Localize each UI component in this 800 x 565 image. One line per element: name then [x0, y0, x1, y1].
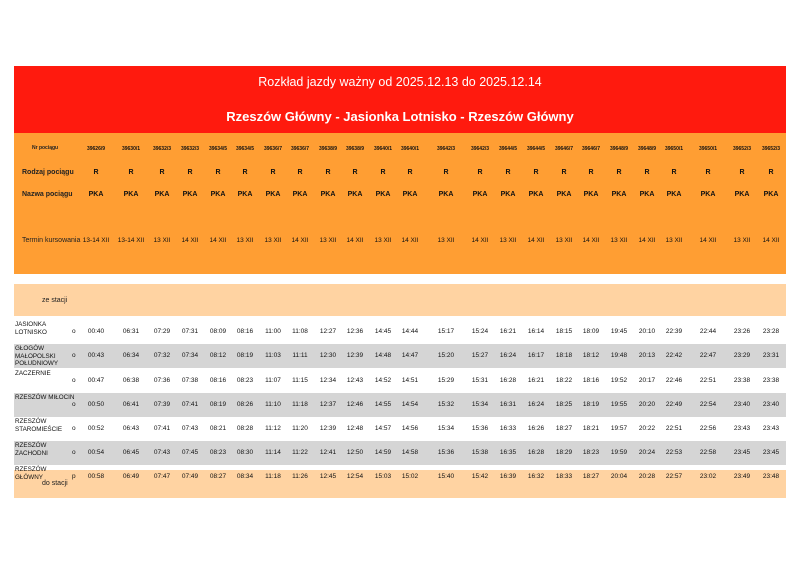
departure-time: 20:22 — [638, 425, 656, 432]
departure-time: 08:34 — [236, 473, 254, 480]
train-kind: R — [407, 169, 413, 176]
departure-time: 14:48 — [374, 352, 392, 359]
departure-time: 06:45 — [122, 449, 140, 456]
train-number-label: Nr pociągu — [32, 145, 59, 151]
departure-time: 11:08 — [292, 328, 308, 335]
departure-time: 07:43 — [181, 425, 199, 432]
train-kind: R — [644, 169, 650, 176]
departure-time: 08:19 — [236, 352, 254, 359]
train-kind: R — [505, 169, 511, 176]
train-num: 39632/3 — [180, 146, 200, 152]
departure-time: 20:13 — [638, 352, 656, 359]
train-num: 39634/5 — [208, 146, 228, 152]
station-name: RZESZÓW MIŁOCIN — [15, 394, 75, 401]
departure-time: 12:50 — [346, 449, 364, 456]
train-kind: R — [533, 169, 539, 176]
train-term: 14 XII — [291, 237, 309, 244]
departure-time: 11:10 — [265, 401, 281, 408]
departure-time: 16:32 — [527, 473, 545, 480]
departure-time: 16:28 — [499, 377, 517, 384]
departure-time: 23:31 — [762, 352, 780, 359]
departure-time: 23:40 — [762, 401, 780, 408]
train-term: 13 XII — [374, 237, 392, 244]
train-num: 39634/5 — [235, 146, 255, 152]
arrival-departure-flag: o — [72, 328, 76, 335]
departure-time: 12:45 — [319, 473, 337, 480]
station-name: RZESZÓW STAROMIEŚCIE — [15, 418, 63, 433]
departure-time: 23:38 — [762, 377, 780, 384]
train-num: 39640/1 — [373, 146, 393, 152]
running-label: Termin kursowania — [22, 237, 81, 244]
train-term: 14 XII — [209, 237, 227, 244]
departure-time: 11:18 — [292, 401, 308, 408]
arrival-departure-flag: o — [72, 449, 76, 456]
train-kind: R — [443, 169, 449, 176]
departure-time: 11:15 — [292, 377, 308, 384]
train-kind: R — [128, 169, 134, 176]
train-num: 39648/9 — [609, 146, 629, 152]
departure-time: 23:49 — [733, 473, 751, 480]
departure-time: 07:32 — [153, 352, 171, 359]
departure-time: 22:47 — [699, 352, 717, 359]
departure-time: 14:54 — [401, 401, 419, 408]
departure-time: 16:24 — [527, 401, 545, 408]
train-kind: R — [477, 169, 483, 176]
train-name: PKA — [182, 191, 198, 198]
departure-time: 19:52 — [610, 377, 628, 384]
departure-time: 18:12 — [582, 352, 600, 359]
departure-time: 22:49 — [665, 401, 683, 408]
departure-time: 22:42 — [665, 352, 683, 359]
train-kind: R — [297, 169, 303, 176]
train-kind: R — [380, 169, 386, 176]
departure-time: 00:50 — [87, 401, 105, 408]
train-num: 39646/7 — [554, 146, 574, 152]
train-num: 39636/7 — [263, 146, 283, 152]
train-num: 39630/1 — [121, 146, 141, 152]
train-name: PKA — [611, 191, 627, 198]
departure-time: 20:28 — [638, 473, 656, 480]
departure-time: 20:17 — [638, 377, 656, 384]
departure-time: 14:55 — [374, 401, 392, 408]
departure-time: 15:02 — [401, 473, 419, 480]
train-term: 14 XII — [582, 237, 600, 244]
departure-time: 19:48 — [610, 352, 628, 359]
train-name: PKA — [292, 191, 308, 198]
departure-time: 08:23 — [236, 377, 254, 384]
train-kind: R — [561, 169, 567, 176]
train-name: PKA — [700, 191, 716, 198]
departure-time: 18:23 — [582, 449, 600, 456]
train-kind: R — [242, 169, 248, 176]
train-name: PKA — [347, 191, 363, 198]
departure-time: 14:52 — [374, 377, 392, 384]
departure-time: 23:26 — [733, 328, 751, 335]
departure-time: 08:27 — [209, 473, 227, 480]
train-name: PKA — [375, 191, 391, 198]
departure-time: 14:45 — [374, 328, 392, 335]
departure-time: 00:58 — [87, 473, 105, 480]
train-term: 13 XII — [555, 237, 573, 244]
departure-time: 06:38 — [122, 377, 140, 384]
title-banner — [14, 66, 786, 133]
train-kind: R — [159, 169, 165, 176]
train-name: PKA — [734, 191, 750, 198]
train-num: 39638/9 — [345, 146, 365, 152]
train-kind: R — [768, 169, 774, 176]
departure-time: 20:04 — [610, 473, 628, 480]
departure-time: 19:55 — [610, 401, 628, 408]
departure-time: 14:44 — [401, 328, 419, 335]
departure-time: 12:30 — [319, 352, 337, 359]
departure-time: 18:22 — [555, 377, 573, 384]
train-term: 14 XII — [401, 237, 419, 244]
station-name: GŁOGÓW MAŁOPOLSKI POŁUDNIOWY — [15, 345, 59, 367]
departure-time: 15:24 — [471, 328, 489, 335]
train-name: PKA — [438, 191, 454, 198]
departure-time: 07:41 — [181, 401, 199, 408]
departure-time: 08:16 — [236, 328, 254, 335]
departure-time: 19:57 — [610, 425, 628, 432]
train-name: PKA — [88, 191, 104, 198]
departure-time: 22:51 — [665, 425, 683, 432]
train-name: PKA — [556, 191, 572, 198]
train-num: 39652/3 — [761, 146, 781, 152]
train-name-label: Nazwa pociągu — [22, 191, 73, 198]
departure-time: 16:21 — [527, 377, 545, 384]
departure-time: 22:53 — [665, 449, 683, 456]
train-name: PKA — [402, 191, 418, 198]
departure-time: 14:58 — [401, 449, 419, 456]
train-term: 14 XII — [699, 237, 717, 244]
departure-time: 22:54 — [699, 401, 717, 408]
departure-time: 15:40 — [437, 473, 455, 480]
train-term: 13 XII — [499, 237, 517, 244]
departure-time: 06:43 — [122, 425, 140, 432]
departure-time: 12:46 — [346, 401, 364, 408]
departure-time: 15:31 — [471, 377, 489, 384]
train-kind: R — [671, 169, 677, 176]
validity-title: Rozkład jazdy ważny od 2025.12.13 do 2025.12.14 — [258, 75, 542, 89]
departure-time: 15:17 — [437, 328, 455, 335]
departure-time: 14:59 — [374, 449, 392, 456]
train-num: 39652/3 — [732, 146, 752, 152]
departure-time: 11:26 — [292, 473, 308, 480]
train-name: PKA — [763, 191, 779, 198]
departure-time: 08:19 — [209, 401, 227, 408]
train-num: 39644/5 — [526, 146, 546, 152]
train-name: PKA — [210, 191, 226, 198]
departure-time: 11:07 — [265, 377, 281, 384]
train-num: 39642/3 — [436, 146, 456, 152]
departure-time: 14:51 — [401, 377, 419, 384]
departure-time: 12:54 — [346, 473, 364, 480]
departure-time: 23:45 — [733, 449, 751, 456]
arrival-departure-flag: p — [72, 473, 76, 480]
departure-time: 07:36 — [153, 377, 171, 384]
departure-time: 00:54 — [87, 449, 105, 456]
departure-time: 18:15 — [555, 328, 573, 335]
departure-time: 23:28 — [762, 328, 780, 335]
departure-time: 18:29 — [555, 449, 573, 456]
departure-time: 15:36 — [437, 449, 455, 456]
departure-time: 12:39 — [319, 425, 337, 432]
departure-time: 08:28 — [236, 425, 254, 432]
departure-time: 18:27 — [582, 473, 600, 480]
arrival-departure-flag: o — [72, 352, 76, 359]
train-info-header — [14, 133, 786, 274]
train-name: PKA — [500, 191, 516, 198]
departure-time: 00:52 — [87, 425, 105, 432]
departure-time: 19:59 — [610, 449, 628, 456]
departure-time: 16:28 — [527, 449, 545, 456]
departure-time: 23:40 — [733, 401, 751, 408]
train-term: 13 XII — [733, 237, 751, 244]
train-term: 13 XII — [236, 237, 254, 244]
departure-time: 20:10 — [638, 328, 656, 335]
arrival-departure-flag: o — [72, 377, 76, 384]
train-num: 39642/3 — [470, 146, 490, 152]
departure-time: 23:43 — [762, 425, 780, 432]
departure-time: 18:21 — [582, 425, 600, 432]
departure-time: 18:33 — [555, 473, 573, 480]
train-name: PKA — [666, 191, 682, 198]
train-kind: R — [739, 169, 745, 176]
departure-time: 23:02 — [699, 473, 717, 480]
departure-time: 15:36 — [471, 425, 489, 432]
departure-time: 22:57 — [665, 473, 683, 480]
departure-time: 11:20 — [292, 425, 308, 432]
train-num: 39650/1 — [698, 146, 718, 152]
departure-time: 07:29 — [153, 328, 171, 335]
departure-time: 12:36 — [346, 328, 364, 335]
departure-time: 08:16 — [209, 377, 227, 384]
train-name: PKA — [320, 191, 336, 198]
train-num: 39640/1 — [400, 146, 420, 152]
departure-time: 06:49 — [122, 473, 140, 480]
departure-time: 08:30 — [236, 449, 254, 456]
departure-time: 18:18 — [555, 352, 573, 359]
train-kind-label: Rodzaj pociągu — [22, 169, 74, 176]
train-name: PKA — [237, 191, 253, 198]
train-term: 13 XII — [610, 237, 628, 244]
train-term: 13-14 XII — [117, 237, 145, 244]
departure-time: 11:12 — [265, 425, 281, 432]
train-term: 14 XII — [527, 237, 545, 244]
departure-time: 08:23 — [209, 449, 227, 456]
departure-time: 07:41 — [153, 425, 171, 432]
departure-time: 12:41 — [319, 449, 337, 456]
departure-time: 23:43 — [733, 425, 751, 432]
train-term: 14 XII — [638, 237, 656, 244]
departure-time: 14:57 — [374, 425, 392, 432]
train-term: 13 XII — [665, 237, 683, 244]
train-num: 39638/9 — [318, 146, 338, 152]
train-name: PKA — [123, 191, 139, 198]
departure-time: 15:32 — [437, 401, 455, 408]
departure-time: 00:40 — [87, 328, 105, 335]
departure-time: 07:39 — [153, 401, 171, 408]
departure-time: 22:58 — [699, 449, 717, 456]
station-name: RZESZÓW ZACHODNI — [15, 442, 48, 457]
station-name: ZACZERNIE — [15, 370, 51, 377]
train-term: 13-14 XII — [82, 237, 110, 244]
departure-time: 16:17 — [527, 352, 545, 359]
train-term: 13 XII — [153, 237, 171, 244]
train-num: 39636/7 — [290, 146, 310, 152]
train-name: PKA — [639, 191, 655, 198]
departure-time: 15:42 — [471, 473, 489, 480]
departure-time: 07:47 — [153, 473, 171, 480]
departure-time: 23:48 — [762, 473, 780, 480]
departure-time: 15:27 — [471, 352, 489, 359]
departure-time: 22:46 — [665, 377, 683, 384]
departure-time: 00:43 — [87, 352, 105, 359]
departure-time: 16:14 — [527, 328, 545, 335]
departure-time: 19:45 — [610, 328, 628, 335]
departure-time: 12:43 — [346, 377, 364, 384]
departure-time: 20:20 — [638, 401, 656, 408]
train-kind: R — [270, 169, 276, 176]
train-term: 13 XII — [437, 237, 455, 244]
train-num: 39632/3 — [152, 146, 172, 152]
departure-time: 18:25 — [555, 401, 573, 408]
departure-time: 00:47 — [87, 377, 105, 384]
departure-time: 16:35 — [499, 449, 517, 456]
departure-time: 15:34 — [437, 425, 455, 432]
departure-time: 16:31 — [499, 401, 517, 408]
departure-time: 16:21 — [499, 328, 517, 335]
station-name: RZESZÓW GŁÓWNY — [15, 466, 47, 481]
train-kind: R — [588, 169, 594, 176]
departure-time: 12:27 — [319, 328, 337, 335]
train-kind: R — [616, 169, 622, 176]
from-station-band — [14, 284, 786, 316]
departure-time: 08:21 — [209, 425, 227, 432]
departure-time: 12:34 — [319, 377, 337, 384]
departure-time: 23:29 — [733, 352, 751, 359]
departure-time: 06:41 — [122, 401, 140, 408]
departure-time: 12:37 — [319, 401, 337, 408]
arrival-departure-flag: o — [72, 401, 76, 408]
departure-time: 11:00 — [265, 328, 281, 335]
train-term: 13 XII — [319, 237, 337, 244]
train-num: 39648/9 — [637, 146, 657, 152]
departure-time: 16:39 — [499, 473, 517, 480]
departure-time: 07:34 — [181, 352, 199, 359]
train-name: PKA — [528, 191, 544, 198]
departure-time: 16:26 — [527, 425, 545, 432]
train-term: 14 XII — [471, 237, 489, 244]
departure-time: 22:44 — [699, 328, 717, 335]
to-station-label: do stacji — [42, 480, 68, 487]
train-num: 39644/5 — [498, 146, 518, 152]
departure-time: 15:20 — [437, 352, 455, 359]
train-num: 39646/7 — [581, 146, 601, 152]
departure-time: 07:49 — [181, 473, 199, 480]
train-term: 14 XII — [181, 237, 199, 244]
train-term: 14 XII — [762, 237, 780, 244]
departure-time: 18:27 — [555, 425, 573, 432]
train-term: 13 XII — [264, 237, 282, 244]
departure-time: 12:39 — [346, 352, 364, 359]
departure-time: 14:56 — [401, 425, 419, 432]
departure-time: 22:56 — [699, 425, 717, 432]
departure-time: 15:38 — [471, 449, 489, 456]
departure-time: 07:31 — [181, 328, 199, 335]
train-kind: R — [705, 169, 711, 176]
train-kind: R — [215, 169, 221, 176]
station-name: JASIONKA LOTNISKO — [15, 321, 47, 336]
departure-time: 07:43 — [153, 449, 171, 456]
train-name: PKA — [265, 191, 281, 198]
arrival-departure-flag: o — [72, 425, 76, 432]
departure-time: 23:45 — [762, 449, 780, 456]
departure-time: 11:11 — [292, 352, 308, 359]
departure-time: 18:09 — [582, 328, 600, 335]
departure-time: 08:12 — [209, 352, 227, 359]
departure-time: 16:24 — [499, 352, 517, 359]
train-name: PKA — [472, 191, 488, 198]
departure-time: 23:38 — [733, 377, 751, 384]
from-station-label: ze stacji — [42, 297, 68, 304]
train-name: PKA — [154, 191, 170, 198]
departure-time: 20:24 — [638, 449, 656, 456]
route-title: Rzeszów Główny - Jasionka Lotnisko - Rzeszów Główny — [226, 109, 574, 124]
departure-time: 15:34 — [471, 401, 489, 408]
departure-time: 15:03 — [374, 473, 392, 480]
departure-time: 18:16 — [582, 377, 600, 384]
departure-time: 14:47 — [401, 352, 419, 359]
departure-time: 22:39 — [665, 328, 683, 335]
train-num: 39626/9 — [86, 146, 106, 152]
train-kind: R — [352, 169, 358, 176]
train-name: PKA — [583, 191, 599, 198]
departure-time: 15:29 — [437, 377, 455, 384]
departure-time: 06:34 — [122, 352, 140, 359]
departure-time: 11:03 — [265, 352, 281, 359]
departure-time: 18:19 — [582, 401, 600, 408]
departure-time: 08:09 — [209, 328, 227, 335]
departure-time: 11:22 — [292, 449, 308, 456]
departure-time: 07:45 — [181, 449, 199, 456]
train-num: 39650/1 — [664, 146, 684, 152]
departure-time: 16:33 — [499, 425, 517, 432]
train-kind: R — [325, 169, 331, 176]
departure-time: 06:31 — [122, 328, 140, 335]
departure-time: 07:38 — [181, 377, 199, 384]
departure-time: 11:18 — [265, 473, 281, 480]
train-kind: R — [93, 169, 99, 176]
departure-time: 12:48 — [346, 425, 364, 432]
departure-time: 11:14 — [265, 449, 281, 456]
train-kind: R — [187, 169, 193, 176]
departure-time: 22:51 — [699, 377, 717, 384]
train-term: 14 XII — [346, 237, 364, 244]
departure-time: 08:26 — [236, 401, 254, 408]
